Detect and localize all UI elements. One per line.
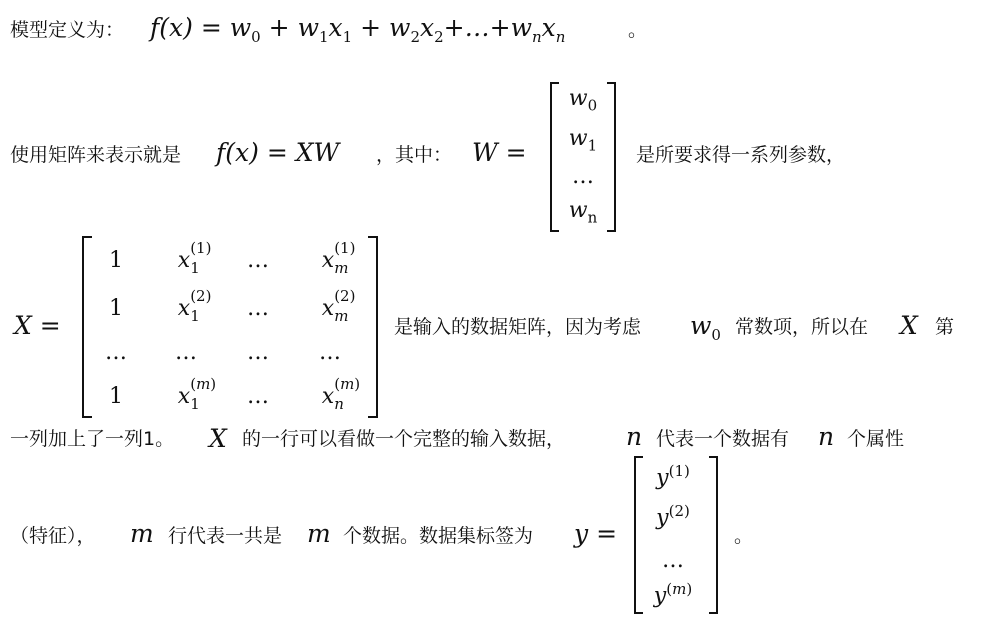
y-vector — [632, 456, 724, 616]
x-matrix-cell: … — [247, 340, 269, 365]
line4-text-d: 个属性 — [847, 428, 905, 450]
x-matrix-cell: x (m) n — [321, 375, 361, 413]
w-vector — [548, 82, 618, 232]
x-matrix-left-bracket — [82, 236, 92, 418]
x-matrix-cell: 1 — [109, 384, 123, 409]
m-symbol: m — [307, 519, 331, 548]
input-matrix-text: 是输入的数据矩阵，因为考虑 — [394, 316, 642, 338]
x-matrix-cell: x (2) m — [321, 287, 356, 325]
line5-text-a: （特征）， — [10, 525, 96, 547]
y-vector-entry: $y^{(m)}$ — [653, 580, 693, 609]
params-text: 是所要求得一系列参数， — [636, 144, 846, 166]
w-vector-right-bracket — [607, 82, 616, 232]
x-matrix-cell: 1 — [109, 248, 123, 273]
y-label: y = — [574, 519, 618, 548]
x-matrix-cell: x (1) 1 — [177, 239, 212, 277]
y-vector-right-bracket — [709, 456, 718, 614]
where-text: ，其中： — [376, 144, 453, 166]
n-symbol: n — [626, 422, 643, 451]
w-vector-entry: $w_1$ — [568, 126, 598, 155]
x-matrix-cell: … — [105, 340, 127, 365]
w-vector-entry: $w_0$ — [568, 86, 598, 115]
line1-end: 。 — [628, 19, 648, 41]
y-vector-entry: $y^{(1)}$ — [656, 462, 690, 491]
model-formula: $f(x) = w_0 + w_1x_1$ + $w_2x_2+\dots+w_nx_n$ — [150, 13, 566, 46]
x-matrix-right-bracket — [368, 236, 378, 418]
constant-term-text: 常数项，所以在 — [735, 316, 869, 338]
n-symbol: n — [818, 422, 835, 451]
x-label: X = — [14, 311, 61, 340]
x-matrix-cell: … — [247, 296, 269, 321]
line4-text-c: 代表一个数据有 — [656, 428, 790, 450]
x-symbol: X — [209, 424, 227, 453]
matrix-formula: f(x) = XW — [216, 138, 340, 167]
x-matrix-cell: x (1) m — [321, 239, 356, 277]
y-vector-entry: $y^{(2)}$ — [656, 502, 690, 531]
definition-label: 模型定义为： — [10, 19, 125, 41]
y-vector-left-bracket — [634, 456, 643, 614]
line5-end: 。 — [734, 525, 754, 547]
line4-text-b: 的一行可以看做一个完整的输入数据， — [242, 428, 566, 450]
w-vector-left-bracket — [550, 82, 559, 232]
x-matrix-cell: … — [319, 340, 341, 365]
w-vector-entry: … — [572, 164, 594, 189]
x-matrix-cell: x (m) 1 — [177, 375, 217, 413]
line4-text-a: 一列加上了一列1。 — [10, 428, 175, 450]
di-text: 第 — [935, 316, 955, 338]
x-matrix-cell: … — [247, 384, 269, 409]
x-symbol: X — [900, 311, 918, 340]
m-symbol: m — [130, 519, 154, 548]
w-label: W = — [472, 138, 527, 167]
matrix-intro-text: 使用矩阵来表示就是 — [10, 144, 182, 166]
x-matrix-cell: 1 — [109, 296, 123, 321]
f-of-x: f — [150, 13, 160, 42]
x-matrix-cell: … — [247, 248, 269, 273]
w-vector-entry: $w_n$ — [568, 198, 598, 227]
line5-text-b: 行代表一共是 — [168, 525, 283, 547]
x-matrix — [82, 236, 378, 418]
line5-text-c: 个数据。数据集标签为 — [343, 525, 534, 547]
x-matrix-cell: … — [175, 340, 197, 365]
x-matrix-cell: x (2) 1 — [177, 287, 212, 325]
y-vector-entry: … — [662, 548, 684, 573]
w0-symbol: $w_0$ — [690, 311, 721, 344]
